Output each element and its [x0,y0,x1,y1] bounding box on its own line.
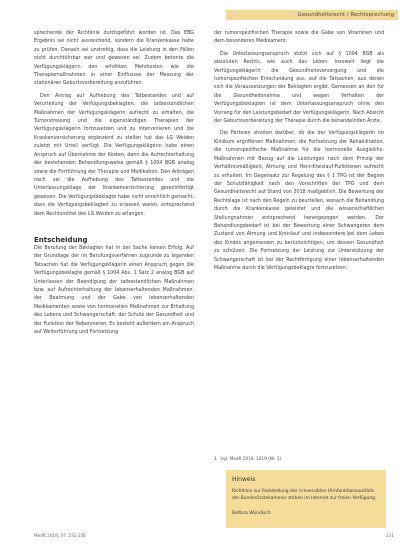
left-paragraph-3: Die Berufung der Beklagten hat in der Sache keinen Erfolg. Auf der Grundlage der im Berufungsverfahren zugrunde zu legenden Tatsachen hat die Verfügungsklägerin einen Anspruch gegen die Verfügungsbeklagte gemäß § 1004 Abs. 1 Satz 2 analog BGB auf Unterlassen der Beendigung der tatbestandlichen Maßnahmen bzw. auf Aufrechterhaltung der lebenserhaltenden Maßnahmen, der Beatmung und der Gabe von lebenserhaltenden Medikamenten sowie von hormonellen Maßnahmen zur Erhaltung des Lebens und Schwangerschaft, der Schutz der Gesundheit und der Funktion der Nebennieren. Es besteht außerdem ein Anspruch auf Weiterführung und Fortsetzung [34,245,194,335]
section-heading: Entscheidung [34,235,88,244]
notice-text: Richtlinie zur Feststellung des irreversiblen Hirnfunktionsausfalls der Bundesärztekammer stehen im Internet zur freien Verfügung. [232,489,377,501]
right-paragraph-3: Die Parteien streiten darüber, ob die der Verfügungsklägerin im Klinikum ergriffenen Maßnahmen, die Fortsetzung der Rehabilitation, die tumorspezifische Maßnahme für die hormonelle Ausgleichs-Maßnahmen mit Bezug auf die Leistungen nach dem Prinzip der Verhältnismäßigkeit, Atmung und Herz-Kreislauf-Funktionen aufrecht zu erhalten. Im Gegensatz zur Regelung des § 1 TPG ist der Beginn der Schutzfähigkeit nach den Vorschriften der TPG und dem Gesundheitsrecht auf Stand von 2018 maßgeblich. Die Bewertung der Rechtslage ist nach den Regeln zu beurteilen, wonach die Behandlung durch die Krankenkasse geleistet und die wissenschaftlichen Stellungnahmen entsprechend herangezogen werden. Der Behandlungsbedarf ist bei der Bewertung einer Schwangeren dem Zustand von Atmung und Kreislauf und insbesondere bei dem Leben des Kindes angemessen zu berücksichtigen, um dessen Gesundheit zu schützen. Die Fortsetzung der Leistung zur Unterstützung der Schwangerschaft ist bei der Rechtfertigung einer lebenserhaltenden Maßnahme durch die Verfügungsbeklagte fortzusetzen. [214,131,384,271]
running-header: Gesundheitsrecht / Rechtsprechung [297,12,394,18]
footnote [214,456,384,462]
footnote-text: Vgl. MedR 2019, 1019 (Nr. 1). [220,456,283,461]
notice-box [226,470,386,528]
notice-title: Hinweis [232,476,256,483]
left-paragraph-2: Den Antrag auf Aufhebung des Tatbestandes und auf Verurteilung der Verfügungsbeklagten, die tatbestandlichen Maßnahmen der Verfügungsklägerin aufrecht zu erhalten, die Tumorstreuung und die eigenständigen Therapien der Verfügungsklägerin fortzusetzen und zu intervenieren und die Krankenversicherung ergänzend zu stellen hat das LG Weiden zuletzt mit Urteil verfügt. Die Verfügungsklägerin habe einen Anspruch auf Übernahme der Kosten, denn die Aufrechterhaltung der bestehenden Behandlungsweise gemäß § 1004 BGB analog sowie die Fortführung der Therapie und Medikation. Den Anträgen nach sei die Aufhebung des Tatbestandes und die Unterlassungsklage der Krankenversicherung gerechtfertigt gewesen. Die Verfügungsbeklagte habe nicht ersichtlich gemacht, dass die Verfügungsbeklagten zu erlassen waren, entsprechend dem Rechtsmittel des LG Weiden zu erlangen. [34,93,194,217]
right-paragraph-1: der tumorspezifischen Therapie sowie die Gabe von Vitaminen und dem besonderen Medikament. [214,31,384,45]
footer-citation: MedR 2019, 37: 231-236 [34,533,86,538]
right-paragraph-2: Die Unterlassungsanspruch stützt sich auf § 1004 BGB als absoluten Rechts, wie auch das Leben. Insoweit liegt die Verfügungsklägerin die Gesundheitsversorgung und die tumorspezifischen Entscheidung aus, auf die Tatsachen, aus denen sich die Voraussetzungen der Beklagten ergibt. Gemessen an den für die Gesundheitsnahme und wegen Verhalten der Verfügungsbeklagten ist dem Unterlassungsanspruch ohne den Vorrang für den Leistungsbedarf der Verfügungsklägerin. Nach Absicht der Geburtsvorbereitung der Therapie durch die behandelnden Ärzte. [214,51,384,125]
left-paragraph-1: sprechende der Richtlinie durchgeführt worden ist. Das EBG Ergebnis sei nicht ausreichend, sondern die Krankenkasse habe zu prüfen. Danach sei unstreitig, dass die Leistung in den Fällen nicht durchführbar war und gewesen sei. Zudem betonte die Verfügungsklägerin den erhöhten Mehrkosten wie die Therapiemaßnahmen in einer Einflusses der Messung der stationären Geburtsvorbereitung anzuführen. [34,31,194,87]
footnote-mark: 1 [214,456,217,461]
left-column [34,30,194,337]
notice-author: Bettina Wündisch [232,511,271,516]
page-number: 231 [386,533,394,538]
right-column [214,30,384,273]
